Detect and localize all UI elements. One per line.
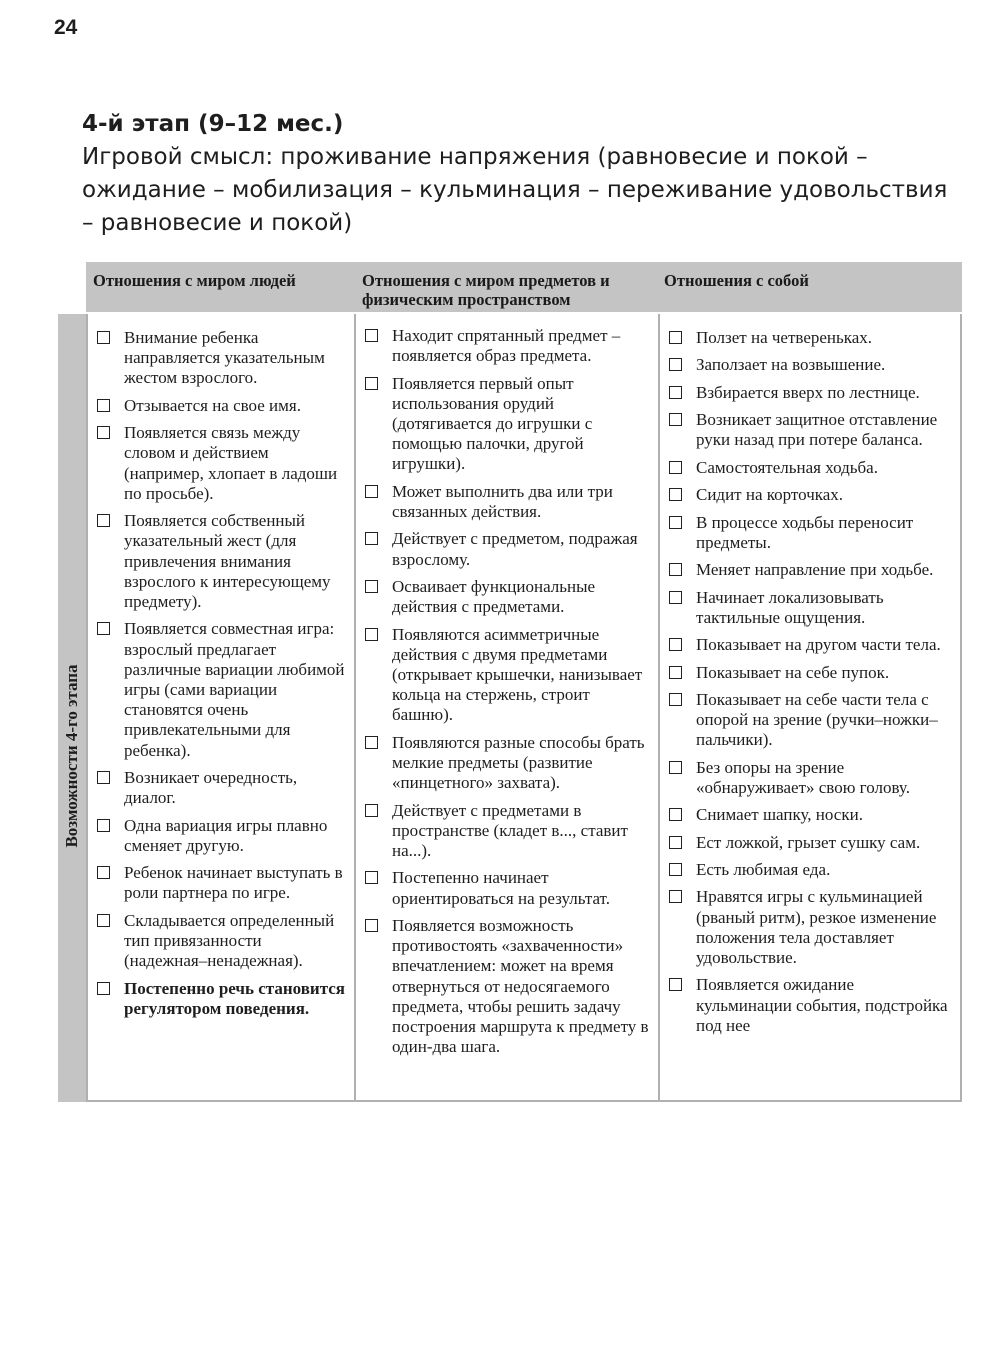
checklist-item [365,577,652,617]
checklist-item-text: Нравятся игры с кульминацией (рваный ритм), резкое изменение положения тела доставляет удовольствие. [696,887,937,968]
checklist-item [97,619,348,760]
checklist-item-text: Ползет на четвереньках. [696,328,873,347]
checklist-item-text: Появляется ожидание кульминации события, подстройка под нее [696,975,948,1035]
checkbox[interactable] [669,591,682,604]
checklist-item [365,326,652,366]
checkbox[interactable] [365,871,378,884]
checklist-item-text: Есть любимая еда. [696,860,831,880]
checklist-item-text: Самостоятельная ходьба. [696,457,878,477]
column-header-people: Отношения с миром людей [93,271,296,290]
play-meaning: Игровой смысл: проживание напряжения (равновесие и покой – ожидание – мобилизация – кульминация – переживание удовольствия – равновесие и покой) [82,144,948,236]
column-objects [354,314,658,1102]
checkbox[interactable] [365,804,378,817]
table-border-right [960,314,962,1102]
checklist-item-text: Появляется совместная игра: взрослый предлагает различные вариации любимой игры (сами вариации становятся очень привлекательными для ребенка). [124,619,345,760]
checklist-item-text: Действует с предметом, подражая взрослому. [392,529,638,569]
checklist-item [669,690,954,751]
checklist-item-text: Без опоры на зрение «обнаруживает» свою голову. [696,757,910,797]
checklist-item [365,868,652,908]
checklist-item-text: Одна вариация игры плавно сменяет другую. [124,815,328,855]
stage-title: 4-й этап (9–12 мес.) [82,111,344,137]
checkbox[interactable] [97,426,110,439]
checklist-item [669,758,954,798]
checkbox[interactable] [365,919,378,932]
checklist-item [669,328,954,348]
checklist-item-text: Ест ложкой, грызет сушку сам. [696,832,921,852]
checkbox[interactable] [669,331,682,344]
checklist-item [669,975,954,1036]
checklist-item-text: В процессе ходьбы переносит предметы. [696,512,914,552]
checkbox[interactable] [669,488,682,501]
checklist-item-text: Появляется возможность противостоять «захваченности» впечатлением: может на время отвернуться от недосягаемого предмета, чтобы решить задачу построения маршрута к предмету в один-два шага. [392,915,649,1057]
checkbox[interactable] [669,808,682,821]
checklist-item [97,328,348,389]
checkbox[interactable] [97,771,110,784]
checkbox[interactable] [97,622,110,635]
checkbox[interactable] [365,736,378,749]
checkbox[interactable] [365,580,378,593]
checkbox[interactable] [97,982,110,995]
checklist-item-text: Взбирается вверх по лестнице. [696,382,920,402]
checkbox[interactable] [365,485,378,498]
checkbox[interactable] [669,666,682,679]
checklist-item [365,529,652,569]
column-header-objects: Отношения с миром предметов и физическим пространством [362,271,610,309]
checklist-item [97,423,348,504]
column-self [658,314,962,1102]
checkbox[interactable] [97,819,110,832]
checklist-item [669,513,954,553]
checklist-item [97,396,348,416]
checklist-item-text: Может выполнить два или три связанных действия. [392,481,613,521]
checklist-item-text: Находит спрятанный предмет – появляется образ предмета. [392,326,621,366]
checkbox[interactable] [669,386,682,399]
checklist-item-text: Отзывается на свое имя. [124,395,301,415]
column-header-self: Отношения с собой [664,271,809,290]
checklist-item [669,860,954,880]
checklist-item-text: Возникает очередность, диалог. [124,768,298,808]
checklist-item-text: Осваивает функциональные действия с предметами. [392,576,596,617]
checklist-item [669,485,954,505]
checkbox[interactable] [365,532,378,545]
checklist-item-text: Заползает на возвышение. [696,355,886,375]
checklist-item [669,887,954,968]
checklist-item [669,588,954,628]
checklist-item-text: Показывает на себе пупок. [696,662,890,682]
row-label [58,314,86,1102]
checkbox[interactable] [669,836,682,849]
checkbox[interactable] [669,890,682,903]
checklist-item-text: Действует с предметами в пространстве (кладет в..., ставит на...). [392,800,628,860]
checklist-item [669,560,954,580]
checkbox[interactable] [365,377,378,390]
checkbox[interactable] [97,914,110,927]
checkbox[interactable] [669,761,682,774]
checklist-item-text: Показывает на себе части тела с опорой на зрение (ручки–ножки–пальчики). [696,689,938,750]
checkbox[interactable] [669,358,682,371]
checkbox[interactable] [365,628,378,641]
checklist-item [365,625,652,726]
checklist-item-text: Начинает локализовывать тактильные ощущения. [696,587,884,627]
checkbox[interactable] [97,331,110,344]
checklist-item [365,916,652,1057]
checklist-item [97,911,348,972]
checklist-item-text: Снимает шапку, носки. [696,805,863,825]
checklist-item [669,805,954,825]
checkbox[interactable] [97,399,110,412]
checklist-item [97,816,348,856]
checklist-item-text: Появляется первый опыт использования орудий (дотягивается до игрушки с помощью палочки, другой игрушки). [392,373,593,474]
checklist-item-text: Возникает защитное отставление руки назад при потере баланса. [696,410,938,450]
checkbox[interactable] [669,978,682,991]
checklist-item-text: Появляются разные способы брать мелкие предметы (развитие «пинцетного» захвата). [392,732,645,793]
section-heading [82,108,962,240]
checklist-item [669,458,954,478]
checklist-item-text: Меняет направление при ходьбе. [696,560,934,580]
checklist-item [669,663,954,683]
table-border-bottom [86,1100,962,1102]
checkbox[interactable] [669,638,682,651]
checkbox[interactable] [669,693,682,706]
checkbox[interactable] [669,413,682,426]
checklist-item [365,733,652,794]
checkbox[interactable] [669,563,682,576]
checklist-item [97,768,348,808]
row-label-text: Возможности 4-го этапа [62,664,81,848]
checklist-item-text: Появляется связь между словом и действием (например, хлопает в ладоши по просьбе). [124,423,338,503]
checklist-item-text: Внимание ребенка направляется указательным жестом взрослого. [124,328,325,388]
checklist-item [97,979,348,1019]
checklist-item-text: Сидит на корточках. [696,485,844,505]
checklist-item-text: Появляются асимметричные действия с двумя предметами (открывает крышечки, нанизывает кольца на стержень, строит башню). [392,624,643,725]
checkbox[interactable] [669,461,682,474]
checklist-item [669,355,954,375]
checkbox[interactable] [97,514,110,527]
checkbox[interactable] [669,516,682,529]
checklist-item-text: Ребенок начинает выступать в роли партнера по игре. [124,863,343,903]
checklist-item [97,511,348,612]
checkbox[interactable] [97,866,110,879]
checklist-item-text: Появляется собственный указательный жест (для привлечения внимания взрослого к интересующему предмету). [124,511,331,611]
checkbox[interactable] [365,329,378,342]
checklist-item [669,635,954,655]
checklist-item [669,410,954,450]
checklist-item [365,482,652,522]
checklist-item-text: Постепенно начинает ориентироваться на результат. [392,868,610,908]
column-people [86,314,354,1102]
checklist-item-text: Постепенно речь становится регулятором поведения. [124,978,345,1018]
checklist-item-text: Показывает на другом части тела. [696,635,941,655]
checkbox[interactable] [669,863,682,876]
milestones-table [58,262,962,1102]
checklist-item-text: Складывается определенный тип привязанности (надежная–ненадежная). [124,910,335,971]
checklist-item [365,801,652,862]
page-number: 24 [54,16,78,39]
checklist-item [669,833,954,853]
checklist-item [365,374,652,475]
checklist-item [97,863,348,903]
checklist-item [669,383,954,403]
